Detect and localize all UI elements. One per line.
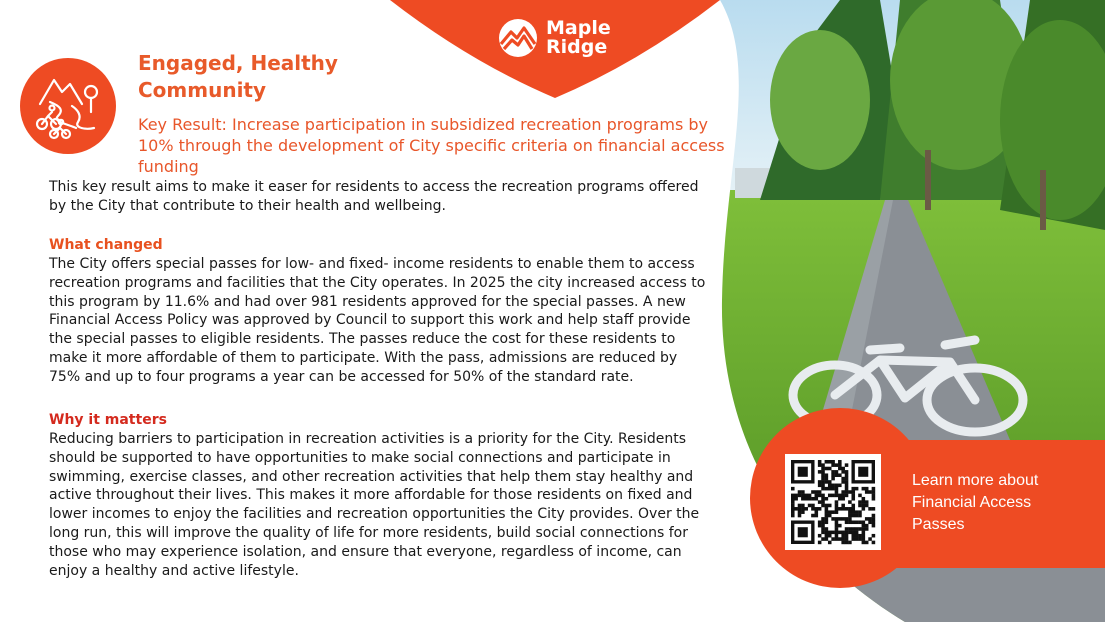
what-changed-paragraph: The City offers special passes for low- and fixed- income residents to enable them to access recreation programs and facilities that the City operates. In 2025 the city increased access to this program by 11.6% and had over 981 residents approved for the special passes. A new Financial Access Policy was approved by Council to support this work and help staff provide the special passes to eligible residents. The passes reduce the cost for these residents to make it more affordable of them to participate. With the pass, admissions are reduced by 75% and up to four programs a year can be accessed for 50% of the standard rate. [49, 256, 706, 385]
logo-text-maple: Maple [546, 17, 611, 39]
key-result-text: Key Result: Increase participation in subsidized recreation programs by 10% through the development of City specific criteria on financial access funding [138, 115, 725, 176]
why-it-matters-paragraph: Reducing barriers to participation in recreation activities is a priority for the City. Residents should be supported to have opportunities to make social connections and participate in swimming, exercise classes, and other recreation activities that help them stay healthy and active throughout their lives. This makes it more affordable for those residents on fixed and lower incomes to enjoy the facilities and recreation opportunities the City provides. Over the long run, this will improve the quality of life for more residents, build social connections for those who may experience isolation, and ensure that everyone, regardless of income, can enjoy a healthy and active lifestyle. [49, 431, 700, 579]
learn-more-link[interactable]: Learn more about Financial Access Passes [912, 472, 1039, 533]
page-title-line1: Engaged, Healthy [138, 51, 338, 75]
qr-code[interactable] [785, 454, 881, 550]
section-title-why-it-matters: Why it matters [49, 412, 167, 428]
qr-code-icon [785, 454, 881, 550]
intro-paragraph: This key result aims to make it easer for residents to access the recreation programs offered by the City that contribute to their health and wellbeing. [49, 179, 699, 214]
logo-text-ridge: Ridge [546, 36, 608, 58]
section-title-what-changed: What changed [49, 237, 163, 253]
page-title-line2: Community [138, 78, 267, 102]
